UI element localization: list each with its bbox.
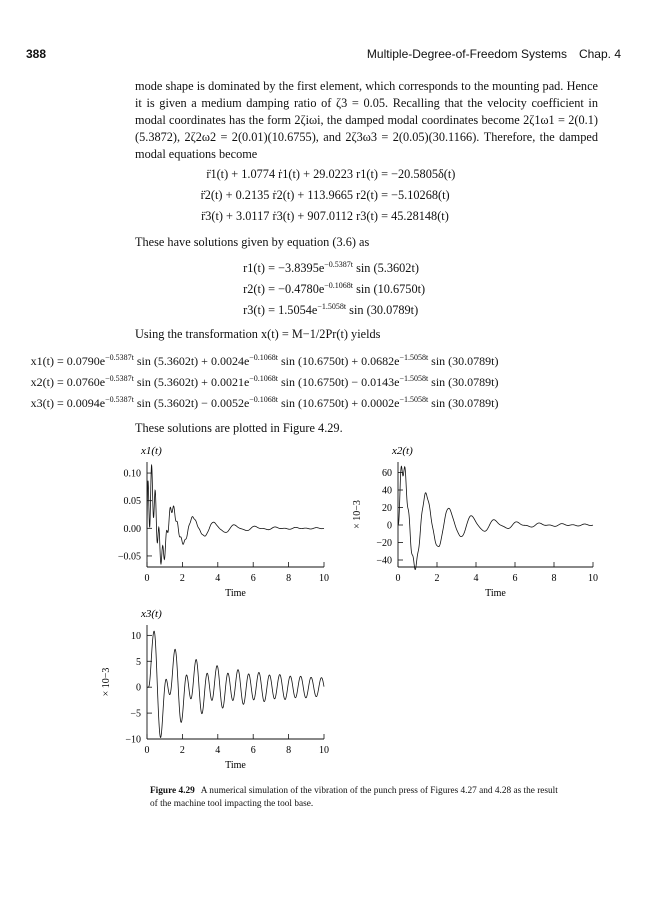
x-tick-label: 8 [286,745,292,756]
y-tick-label: 0.00 [123,523,141,535]
y-tick-label: −5 [130,708,141,720]
x-tick-label: 2 [179,573,185,584]
y-tick-label: 20 [382,503,392,514]
plot-x2 [345,440,615,605]
figure-label: Figure 4.29 [150,786,195,796]
chart-title: x2(t) [392,445,413,457]
y-tick-label: −10 [125,734,141,746]
x-axis-label: Time [225,760,246,771]
y-tick-label: 0.10 [123,468,141,480]
modal-equation: r̈2(t) + 0.2135 ṙ2(t) + 113.9665 r2(t) = −5.10268(t) [200,188,450,202]
x-tick-label: 0 [395,573,401,584]
y-tick-label: −40 [376,555,392,567]
x-tick-label: 2 [179,745,185,756]
x-tick-label: 4 [473,573,479,584]
chart-title: x1(t) [141,445,162,457]
x-tick-label: 6 [250,573,256,584]
y-tick-label: 5 [136,656,141,668]
modal-equations [180,164,455,227]
x-tick-label: 10 [319,745,329,756]
chapter-label: Chap. 4 [578,47,621,61]
x-solution-line: $x3(t) = 0.0094e^{-0.5387t}$ $\sin (5.3602t) - 0.0052e^{-0.1068t}$ $\sin (10.6750t) + 0.0002e^{-1.5058t}$ sin (30.0789t) [30,395,499,410]
x-tick-label: 10 [588,573,598,584]
y-axis-label: × 10−3 [101,667,112,697]
series-line [147,465,324,564]
chart-title: x3(t) [141,608,162,620]
y-tick-label: 60 [382,468,392,479]
y-tick-label: −0.05 [117,551,141,563]
paragraph-intro: mode shape is dominated by the first element, which corresponds to the mounting pad. Hence it is given a medium damping ratio of ζ3 = 0.05. Recalling that the velocity coefficient in modal coordinates has the form 2ζiωi, the damped modal coordinates become 2ζ1ω1 = 2(0.1)(5.3872), 2ζ2ω2 = 2(0.01)(10.6755), and 2ζ3ω3 = 2(0.05)(30.1166). Therefore, the damped modal equations become [135,79,598,161]
running-head [367,47,621,61]
modal-equation: r̈1(t) + 1.0774 ṙ1(t) + 29.0223 r1(t) = −20.5805δ(t) [206,167,456,181]
y-tick-label: 0 [387,520,392,532]
x-axis-label: Time [225,588,246,599]
x-tick-label: 8 [551,573,557,584]
y-axis-label: × 10−3 [352,500,363,529]
y-tick-label: 10 [131,630,141,642]
running-title: Multiple-Degree-of-Freedom Systems [366,47,567,61]
series-line [147,631,324,737]
x-tick-label: 4 [215,573,221,584]
y-tick-label: 40 [382,485,392,497]
solution-line: $r1(t) = -3.8395e^{-0.5387t}$ sin (5.3602t) [243,260,419,275]
x-tick-label: 10 [319,573,329,584]
paragraph-solutions-intro: These have solutions given by equation (3.6) as [135,235,370,249]
x-tick-label: 8 [286,573,292,584]
x-tick-label: 4 [215,745,221,756]
x-solution-line: $x1(t) = 0.0790e^{-0.5387t}$ $\sin (5.3602t) + 0.0024e^{-0.1068t}$ $\sin (10.6750t) + 0.0682e^{-1.5058t}$ sin (30.0789t) [30,353,499,368]
x-tick-label: 6 [250,745,256,756]
page-number: 388 [26,47,47,61]
caption-text: A numerical simulation of the vibration of the punch press of Figures 4.27 and 4.28 as the result of the machine tool impacting the tool base. [150,786,558,809]
modal-solutions [225,258,425,321]
series-line [398,466,593,569]
solution-line: $r3(t) = 1.5054e^{-1.5058t}$ sin (30.0789t) [243,302,419,317]
physical-solutions [26,351,499,414]
paragraph-transformation: Using the transformation x(t) = M−1/2Pr(t) yields [135,327,381,341]
paragraph-figure-ref: These solutions are plotted in Figure 4.29. [135,421,343,435]
solution-line: $r2(t) = -0.4780e^{-0.1068t}$ sin (10.6750t) [243,281,426,296]
plot-x3 [70,603,340,773]
plot-x1 [70,440,340,605]
x-tick-label: 2 [434,573,440,584]
x-axis-label: Time [485,588,506,599]
x-tick-label: 0 [144,745,150,756]
figure-caption [150,785,560,811]
modal-equation: r̈3(t) + 3.0117 ṙ3(t) + 907.0112 r3(t) = 45.28148(t) [201,209,449,223]
x-solution-line: $x2(t) = 0.0760e^{-0.5387t}$ $\sin (5.3602t) + 0.0021e^{-0.1068t}$ $\sin (10.6750t) - 0.0143e^{-1.5058t}$ sin (30.0789t) [30,374,499,389]
y-tick-label: 0.05 [123,496,141,508]
y-tick-label: 0 [136,682,141,694]
x-tick-label: 0 [144,573,150,584]
y-tick-label: −20 [376,538,392,549]
x-tick-label: 6 [512,573,518,584]
